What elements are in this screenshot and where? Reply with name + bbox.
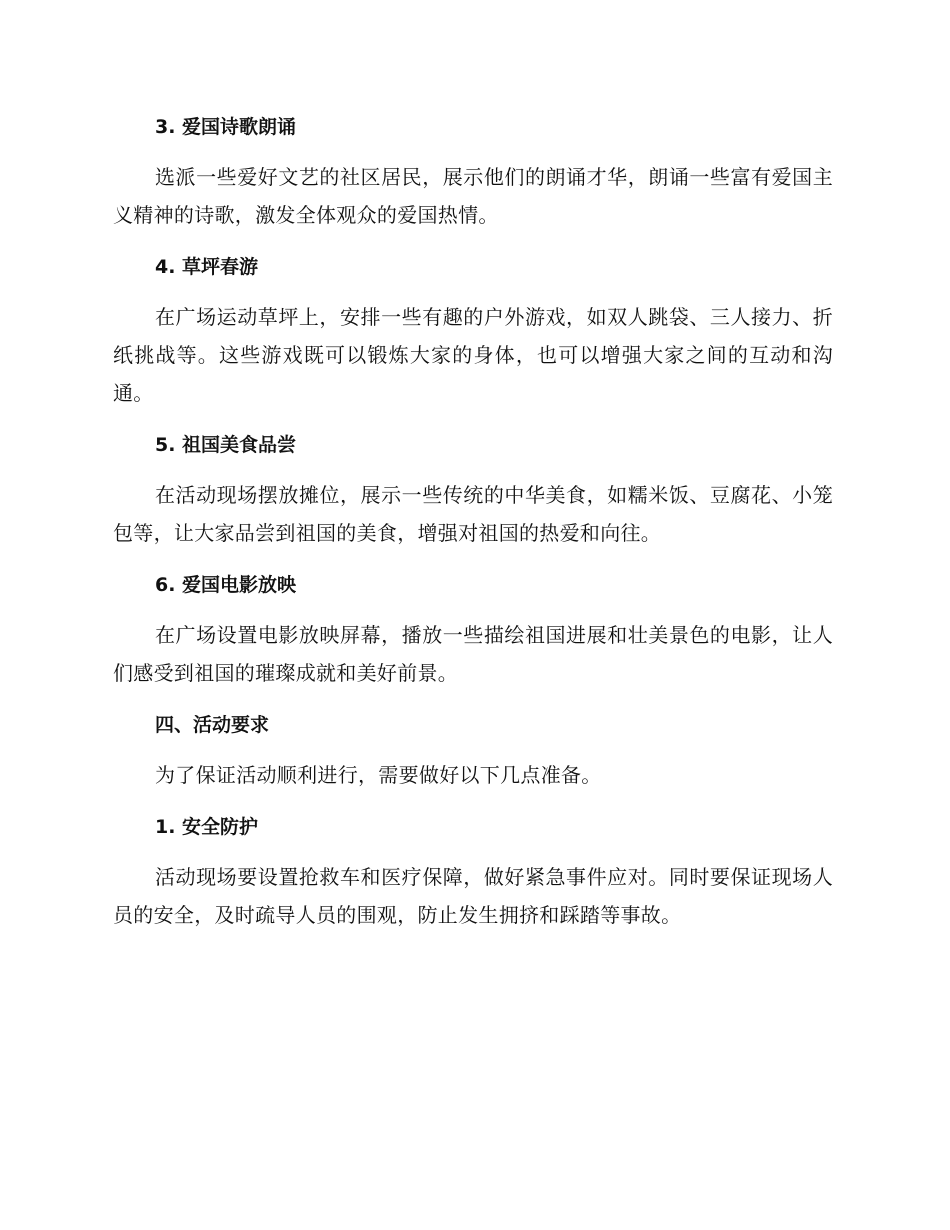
section-heading-lawn-outing: 4. 草坪春游 [155,256,259,278]
section-paragraph-poetry-recital: 选派一些爱好文艺的社区居民，展示他们的朗诵才华，朗诵一些富有爱国主义精神的诗歌，激发全体观众的爱国热情。 [113,165,833,227]
section-heading-activity-requirements: 四、活动要求 [155,714,270,736]
document-body [113,108,833,934]
section-paragraph-safety: 活动现场要设置抢救车和医疗保障，做好紧急事件应对。同时要保证现场人员的安全，及时疏导人员的围观，防止发生拥挤和踩踏等事故。 [113,865,833,927]
section-heading-poetry-recital: 3. 爱国诗歌朗诵 [155,116,297,138]
section-paragraph-food-tasting: 在活动现场摆放摊位，展示一些传统的中华美食，如糯米饭、豆腐花、小笼包等，让大家品尝到祖国的美食，增强对祖国的热爱和向往。 [113,483,833,545]
section-heading-film-screening: 6. 爱国电影放映 [155,574,297,596]
section-paragraph-film-screening: 在广场设置电影放映屏幕，播放一些描绘祖国进展和壮美景色的电影，让人们感受到祖国的璀璨成就和美好前景。 [113,623,833,685]
section-paragraph-lawn-outing: 在广场运动草坪上，安排一些有趣的户外游戏，如双人跳袋、三人接力、折纸挑战等。这些游戏既可以锻炼大家的身体，也可以增强大家之间的互动和沟通。 [113,305,833,405]
section-paragraph-activity-requirements: 为了保证活动顺利进行，需要做好以下几点准备。 [155,763,602,787]
section-heading-food-tasting: 5. 祖国美食品尝 [155,434,297,456]
section-heading-safety: 1. 安全防护 [155,816,259,838]
